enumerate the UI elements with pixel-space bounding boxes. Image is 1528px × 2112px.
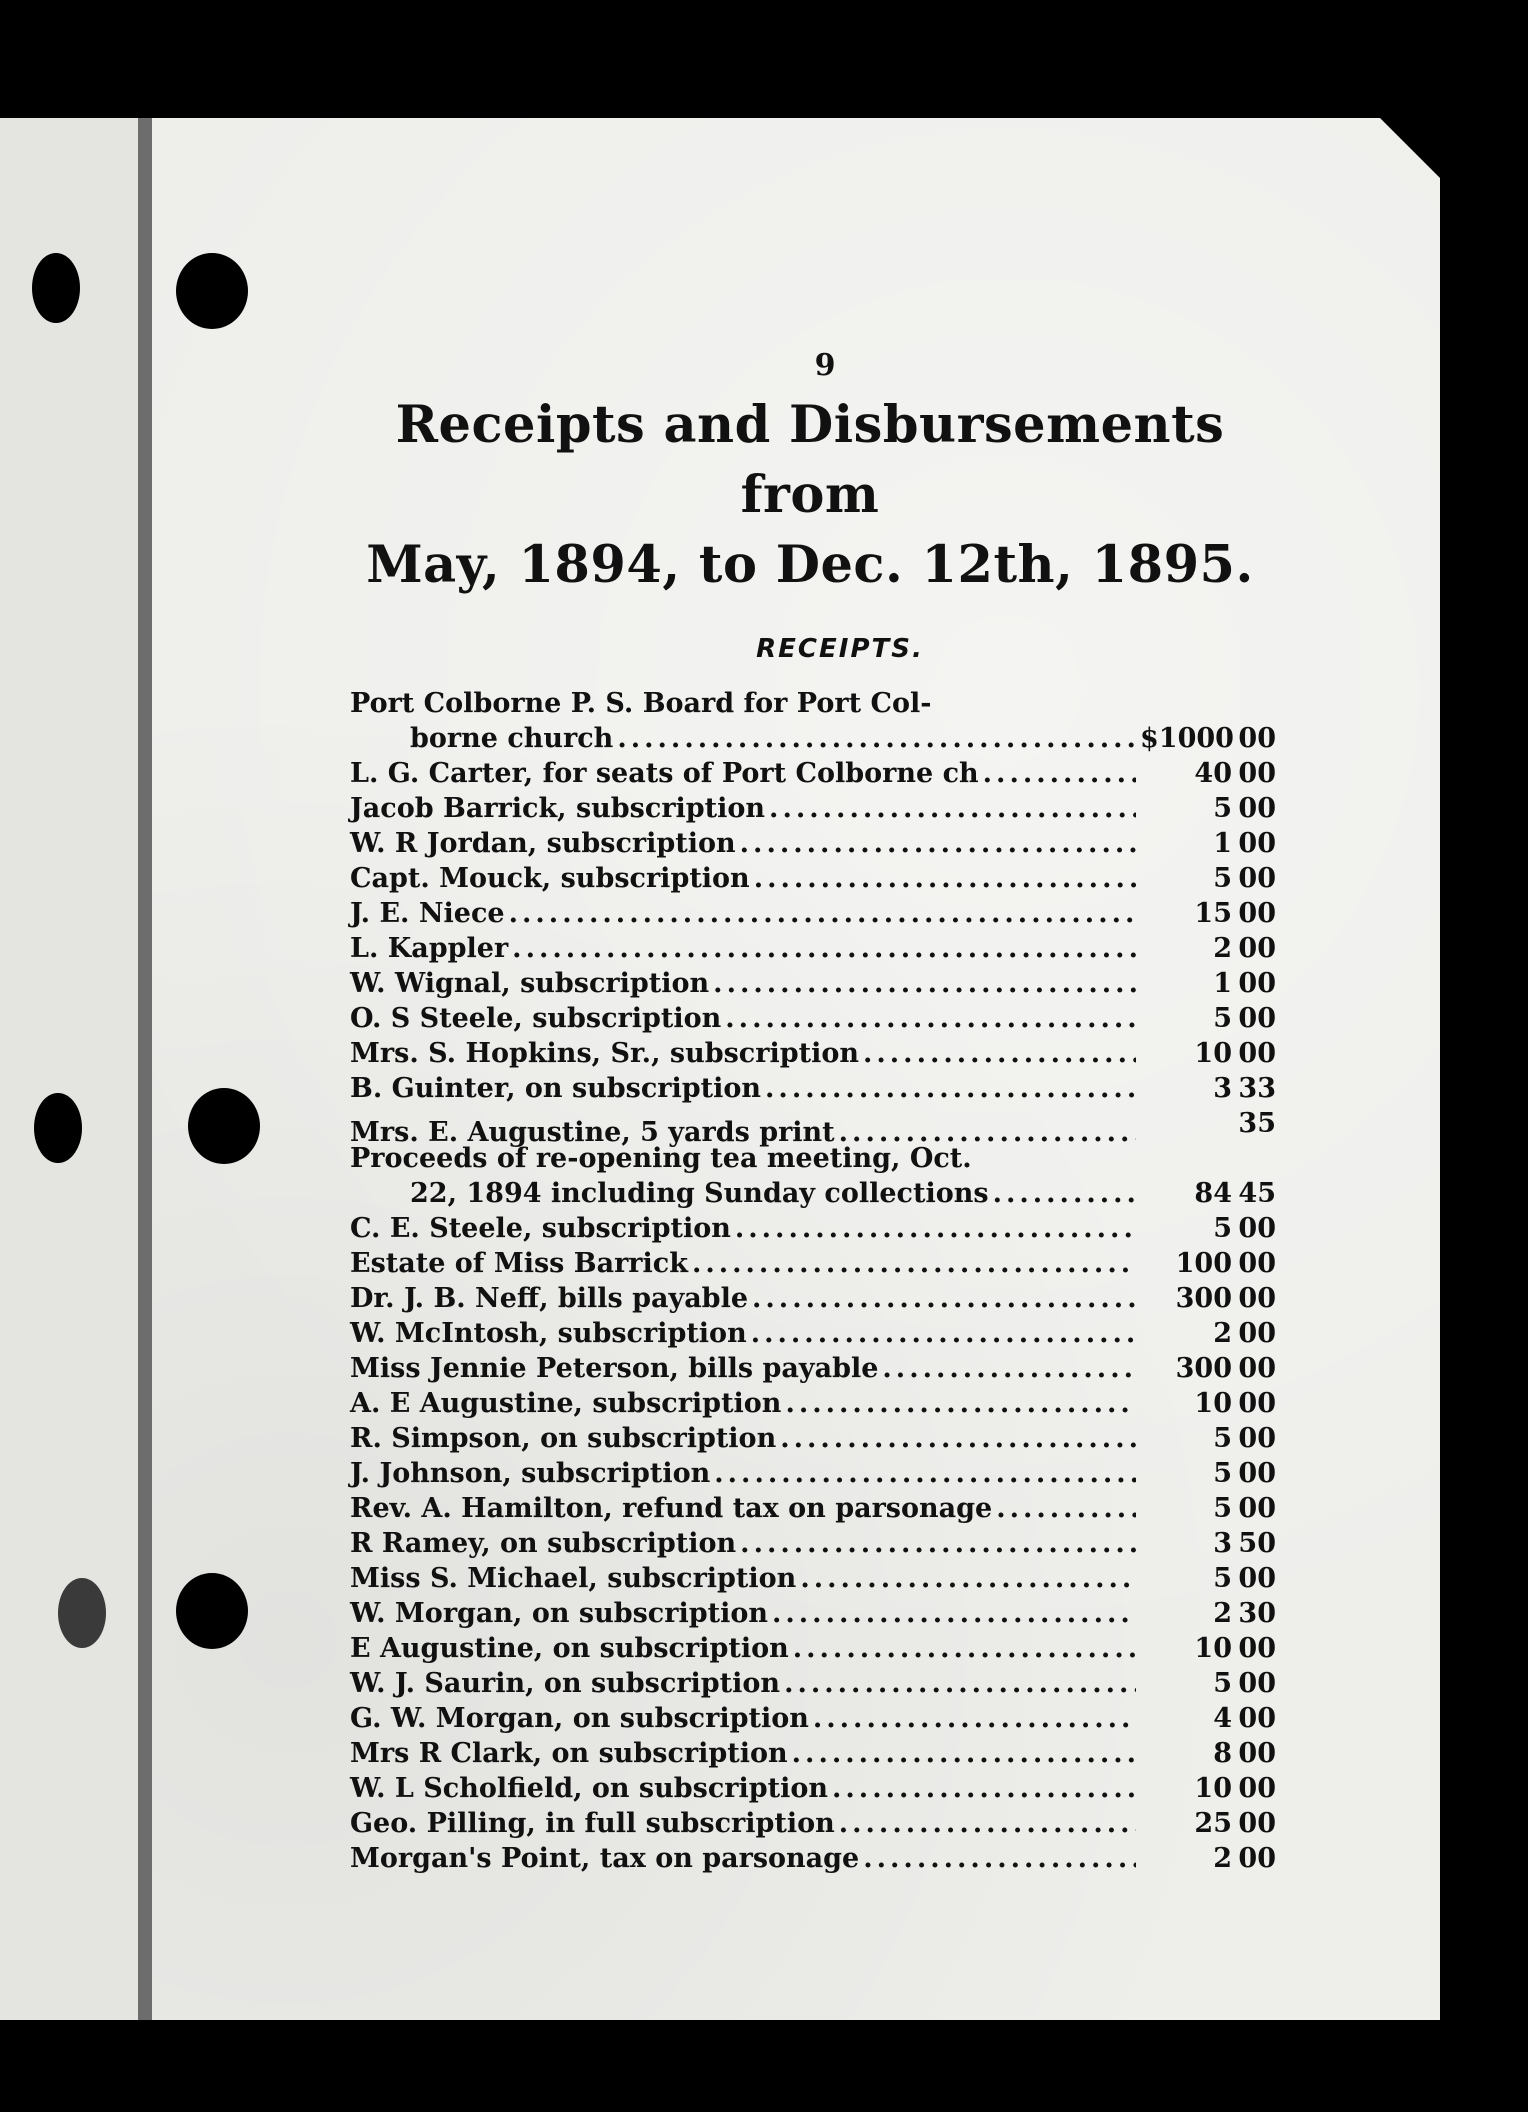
amount-dollars: 5 bbox=[1213, 1563, 1232, 1594]
amount-dollars: 1 bbox=[1213, 968, 1232, 999]
amount-cents: 00 bbox=[1238, 1493, 1276, 1524]
punch-hole-right-middle bbox=[188, 1088, 260, 1164]
amount-dollars: 10 bbox=[1194, 1773, 1232, 1804]
amount-cents: 00 bbox=[1238, 898, 1276, 929]
amount-dollars: 10 bbox=[1194, 1038, 1232, 1069]
dot-leader bbox=[983, 756, 1136, 791]
dot-leader bbox=[863, 1036, 1136, 1071]
entry-description: R. Simpson, on subscription bbox=[350, 1423, 777, 1454]
dot-leader bbox=[996, 1491, 1136, 1526]
entry-amount bbox=[1140, 791, 1290, 826]
amount-cents: 00 bbox=[1238, 1248, 1276, 1279]
receipt-entry bbox=[350, 1561, 1290, 1596]
receipt-entry bbox=[350, 1316, 1290, 1351]
receipt-entry bbox=[350, 1351, 1290, 1386]
dot-leader bbox=[765, 1071, 1136, 1106]
entry-description: O. S Steele, subscription bbox=[350, 1003, 722, 1034]
entry-description: L. Kappler bbox=[350, 933, 509, 964]
dot-leader bbox=[863, 1841, 1136, 1876]
dot-leader bbox=[793, 1631, 1136, 1666]
entry-amount bbox=[1140, 931, 1290, 966]
dot-leader bbox=[714, 1456, 1136, 1491]
amount-dollars: 25 bbox=[1194, 1808, 1232, 1839]
entry-description: Dr. J. B. Neff, bills payable bbox=[350, 1283, 748, 1314]
amount-cents: 00 bbox=[1238, 793, 1276, 824]
amount-dollars: $1000 bbox=[1140, 723, 1234, 754]
paper-sheet bbox=[0, 118, 1440, 2020]
entry-description: Mrs. E. Augustine, 5 yards print bbox=[350, 1117, 835, 1148]
amount-cents: 00 bbox=[1238, 1283, 1276, 1314]
amount-dollars: 4 bbox=[1213, 1703, 1232, 1734]
entry-description: L. G. Carter, for seats of Port Colborne ch bbox=[350, 758, 979, 789]
amount-dollars: 2 bbox=[1213, 1318, 1232, 1349]
entry-amount bbox=[1140, 1771, 1290, 1806]
amount-cents: 00 bbox=[1238, 933, 1276, 964]
receipt-entry bbox=[350, 1141, 1290, 1211]
dot-leader bbox=[769, 791, 1136, 826]
receipt-entry bbox=[350, 1456, 1290, 1491]
dot-leader bbox=[740, 1526, 1136, 1561]
entry-amount bbox=[1140, 1631, 1290, 1666]
amount-cents: 00 bbox=[1238, 1633, 1276, 1664]
receipt-entry bbox=[350, 1841, 1290, 1876]
dot-leader bbox=[993, 1176, 1136, 1211]
dot-leader bbox=[751, 1316, 1136, 1351]
entry-continuation bbox=[350, 1176, 1290, 1211]
entry-description: Jacob Barrick, subscription bbox=[350, 793, 766, 824]
entry-description: Estate of Miss Barrick bbox=[350, 1248, 688, 1279]
entry-amount bbox=[1140, 1106, 1290, 1141]
dot-leader bbox=[740, 826, 1136, 861]
amount-dollars: 84 bbox=[1194, 1178, 1232, 1209]
receipt-entry bbox=[350, 931, 1290, 966]
receipt-entry bbox=[350, 1771, 1290, 1806]
dot-leader bbox=[800, 1561, 1136, 1596]
entry-amount bbox=[1140, 1386, 1290, 1421]
entry-description: Miss S. Michael, subscription bbox=[350, 1563, 797, 1594]
punch-hole-right-bottom bbox=[176, 1573, 248, 1649]
dot-leader bbox=[754, 861, 1136, 896]
entry-amount bbox=[1140, 1071, 1290, 1106]
page-content bbox=[330, 348, 1290, 1876]
receipt-entry bbox=[350, 1071, 1290, 1106]
dot-leader bbox=[713, 966, 1136, 1001]
dot-leader bbox=[882, 1351, 1136, 1386]
receipt-entry bbox=[350, 1211, 1290, 1246]
entry-description: Miss Jennie Peterson, bills payable bbox=[350, 1353, 879, 1384]
amount-cents: 30 bbox=[1238, 1598, 1276, 1629]
amount-dollars: 10 bbox=[1194, 1633, 1232, 1664]
dot-leader bbox=[839, 1806, 1136, 1841]
entry-description-line-1: Proceeds of re-opening tea meeting, Oct. bbox=[350, 1143, 972, 1174]
entry-description: Geo. Pilling, in full subscription bbox=[350, 1808, 835, 1839]
amount-cents: 00 bbox=[1238, 1213, 1276, 1244]
receipt-entry bbox=[350, 1596, 1290, 1631]
amount-dollars: 5 bbox=[1213, 1668, 1232, 1699]
punch-hole-left-top bbox=[32, 253, 80, 323]
receipt-entry bbox=[350, 1281, 1290, 1316]
amount-cents: 00 bbox=[1238, 1668, 1276, 1699]
amount-cents: 00 bbox=[1238, 1388, 1276, 1419]
receipt-entry bbox=[350, 1806, 1290, 1841]
amount-dollars: 3 bbox=[1213, 1073, 1232, 1104]
amount-cents: 00 bbox=[1238, 1353, 1276, 1384]
receipt-entry bbox=[350, 1106, 1290, 1148]
amount-dollars: 15 bbox=[1194, 898, 1232, 929]
receipt-entry bbox=[350, 1036, 1290, 1071]
entry-amount bbox=[1140, 861, 1290, 896]
entry-description: Mrs. S. Hopkins, Sr., subscription bbox=[350, 1038, 859, 1069]
receipt-entry bbox=[350, 1386, 1290, 1421]
dot-leader bbox=[784, 1666, 1136, 1701]
amount-dollars: 5 bbox=[1213, 863, 1232, 894]
amount-cents: 00 bbox=[1238, 968, 1276, 999]
dot-leader bbox=[512, 931, 1136, 966]
entry-amount bbox=[1140, 721, 1290, 756]
receipt-entry bbox=[350, 791, 1290, 826]
amount-cents: 00 bbox=[1238, 1738, 1276, 1769]
amount-cents: 00 bbox=[1238, 863, 1276, 894]
entry-amount bbox=[1140, 1736, 1290, 1771]
amount-cents: 00 bbox=[1238, 828, 1276, 859]
receipt-entry bbox=[350, 896, 1290, 931]
dot-leader bbox=[785, 1386, 1136, 1421]
entry-description: Capt. Mouck, subscription bbox=[350, 863, 750, 894]
amount-cents: 50 bbox=[1238, 1528, 1276, 1559]
entry-amount bbox=[1140, 1176, 1290, 1211]
entry-amount bbox=[1140, 1561, 1290, 1596]
amount-cents: 00 bbox=[1238, 1458, 1276, 1489]
entry-amount bbox=[1140, 1806, 1290, 1841]
receipt-entry bbox=[350, 1526, 1290, 1561]
page-number: 9 bbox=[814, 348, 836, 383]
amount-cents: 00 bbox=[1238, 1563, 1276, 1594]
receipt-entry bbox=[350, 756, 1290, 791]
amount-cents: 00 bbox=[1238, 1808, 1276, 1839]
dot-leader bbox=[792, 1736, 1136, 1771]
amount-dollars: 5 bbox=[1213, 1423, 1232, 1454]
amount-dollars: 2 bbox=[1213, 933, 1232, 964]
folded-corner bbox=[1380, 118, 1440, 178]
entry-description: E Augustine, on subscription bbox=[350, 1633, 789, 1664]
title-line-2: May, 1894, to Dec. 12th, 1895. bbox=[366, 535, 1254, 595]
amount-dollars: 1 bbox=[1213, 828, 1232, 859]
amount-cents: 35 bbox=[1238, 1108, 1276, 1139]
amount-dollars: 2 bbox=[1213, 1843, 1232, 1874]
receipt-entry bbox=[350, 861, 1290, 896]
receipt-entry bbox=[350, 1701, 1290, 1736]
dot-leader bbox=[780, 1421, 1136, 1456]
dot-leader bbox=[617, 721, 1136, 756]
dot-leader bbox=[692, 1246, 1136, 1281]
entry-amount bbox=[1140, 1281, 1290, 1316]
dot-leader bbox=[813, 1701, 1136, 1736]
amount-dollars bbox=[1140, 1106, 1232, 1141]
entry-amount bbox=[1140, 1456, 1290, 1491]
entry-description: W. L Scholfield, on subscription bbox=[350, 1773, 828, 1804]
amount-dollars: 8 bbox=[1213, 1738, 1232, 1769]
amount-dollars: 5 bbox=[1213, 1003, 1232, 1034]
entry-description-line-2: borne church bbox=[410, 723, 614, 754]
receipt-entry bbox=[350, 1736, 1290, 1771]
entry-amount bbox=[1140, 1596, 1290, 1631]
entry-description-line-2: 22, 1894 including Sunday collections bbox=[410, 1178, 989, 1209]
punch-hole-left-middle bbox=[34, 1093, 82, 1163]
entry-description: C. E. Steele, subscription bbox=[350, 1213, 731, 1244]
amount-dollars: 5 bbox=[1213, 793, 1232, 824]
receipt-entry bbox=[350, 1246, 1290, 1281]
entry-amount bbox=[1140, 1246, 1290, 1281]
entry-amount bbox=[1140, 1701, 1290, 1736]
entry-description: W. R Jordan, subscription bbox=[350, 828, 736, 859]
entry-description: W. Wignal, subscription bbox=[350, 968, 710, 999]
binding-rule bbox=[138, 118, 152, 2020]
amount-dollars: 100 bbox=[1175, 1248, 1232, 1279]
entry-amount bbox=[1140, 966, 1290, 1001]
section-heading: RECEIPTS. bbox=[756, 634, 924, 664]
entry-amount bbox=[1140, 1001, 1290, 1036]
entry-amount bbox=[1140, 1351, 1290, 1386]
dot-leader bbox=[725, 1001, 1136, 1036]
receipt-entry bbox=[350, 966, 1290, 1001]
entry-amount bbox=[1140, 896, 1290, 931]
entry-amount bbox=[1140, 756, 1290, 791]
entry-description: J. E. Niece bbox=[350, 898, 505, 929]
entry-amount bbox=[1140, 826, 1290, 861]
dot-leader bbox=[509, 896, 1136, 931]
amount-dollars: 10 bbox=[1194, 1388, 1232, 1419]
amount-cents: 00 bbox=[1238, 1843, 1276, 1874]
amount-cents: 00 bbox=[1238, 1318, 1276, 1349]
amount-dollars: 5 bbox=[1213, 1458, 1232, 1489]
amount-cents: 00 bbox=[1238, 1423, 1276, 1454]
amount-dollars: 5 bbox=[1213, 1493, 1232, 1524]
amount-cents: 00 bbox=[1238, 1773, 1276, 1804]
entry-amount bbox=[1140, 1526, 1290, 1561]
receipts-list bbox=[350, 686, 1290, 1876]
entry-description: J. Johnson, subscription bbox=[350, 1458, 711, 1489]
entry-amount bbox=[1140, 1036, 1290, 1071]
amount-cents: 00 bbox=[1238, 1038, 1276, 1069]
entry-description: R Ramey, on subscription bbox=[350, 1528, 737, 1559]
amount-cents: 00 bbox=[1238, 723, 1276, 754]
entry-amount bbox=[1140, 1841, 1290, 1876]
entry-amount bbox=[1140, 1491, 1290, 1526]
dot-leader bbox=[735, 1211, 1136, 1246]
punch-hole-left-bottom bbox=[58, 1578, 106, 1648]
dot-leader bbox=[832, 1771, 1136, 1806]
entry-amount bbox=[1140, 1666, 1290, 1701]
entry-description: G. W. Morgan, on subscription bbox=[350, 1703, 809, 1734]
binding-strip bbox=[0, 118, 140, 2020]
receipt-entry bbox=[350, 1666, 1290, 1701]
amount-dollars: 3 bbox=[1213, 1528, 1232, 1559]
entry-amount bbox=[1140, 1211, 1290, 1246]
entry-description: W. McIntosh, subscription bbox=[350, 1318, 747, 1349]
punch-hole-right-top bbox=[176, 253, 248, 329]
entry-amount bbox=[1140, 1421, 1290, 1456]
receipt-entry bbox=[350, 1421, 1290, 1456]
title-line-1: Receipts and Disbursements from bbox=[395, 395, 1225, 525]
entry-description-line-1: Port Colborne P. S. Board for Port Col- bbox=[350, 688, 932, 719]
amount-cents: 33 bbox=[1238, 1073, 1276, 1104]
entry-description: Rev. A. Hamilton, refund tax on parsonage bbox=[350, 1493, 993, 1524]
entry-description: A. E Augustine, subscription bbox=[350, 1388, 782, 1419]
entry-description: W. J. Saurin, on subscription bbox=[350, 1668, 781, 1699]
entry-continuation bbox=[350, 721, 1290, 756]
entry-description: Mrs R Clark, on subscription bbox=[350, 1738, 788, 1769]
amount-cents: 45 bbox=[1238, 1178, 1276, 1209]
entry-description: W. Morgan, on subscription bbox=[350, 1598, 768, 1629]
receipt-entry bbox=[350, 1631, 1290, 1666]
page-title bbox=[330, 390, 1290, 600]
amount-cents: 00 bbox=[1238, 758, 1276, 789]
amount-cents: 00 bbox=[1238, 1703, 1276, 1734]
amount-dollars: 300 bbox=[1175, 1353, 1232, 1384]
amount-dollars: 2 bbox=[1213, 1598, 1232, 1629]
amount-cents: 00 bbox=[1238, 1003, 1276, 1034]
entry-description: Morgan's Point, tax on parsonage bbox=[350, 1843, 860, 1874]
amount-dollars: 5 bbox=[1213, 1213, 1232, 1244]
dot-leader bbox=[752, 1281, 1136, 1316]
receipt-entry bbox=[350, 826, 1290, 861]
entry-amount bbox=[1140, 1316, 1290, 1351]
amount-dollars: 300 bbox=[1175, 1283, 1232, 1314]
receipt-entry bbox=[350, 686, 1290, 756]
amount-dollars: 40 bbox=[1194, 758, 1232, 789]
receipt-entry bbox=[350, 1001, 1290, 1036]
dot-leader bbox=[772, 1596, 1136, 1631]
entry-description: B. Guinter, on subscription bbox=[350, 1073, 762, 1104]
receipt-entry bbox=[350, 1491, 1290, 1526]
